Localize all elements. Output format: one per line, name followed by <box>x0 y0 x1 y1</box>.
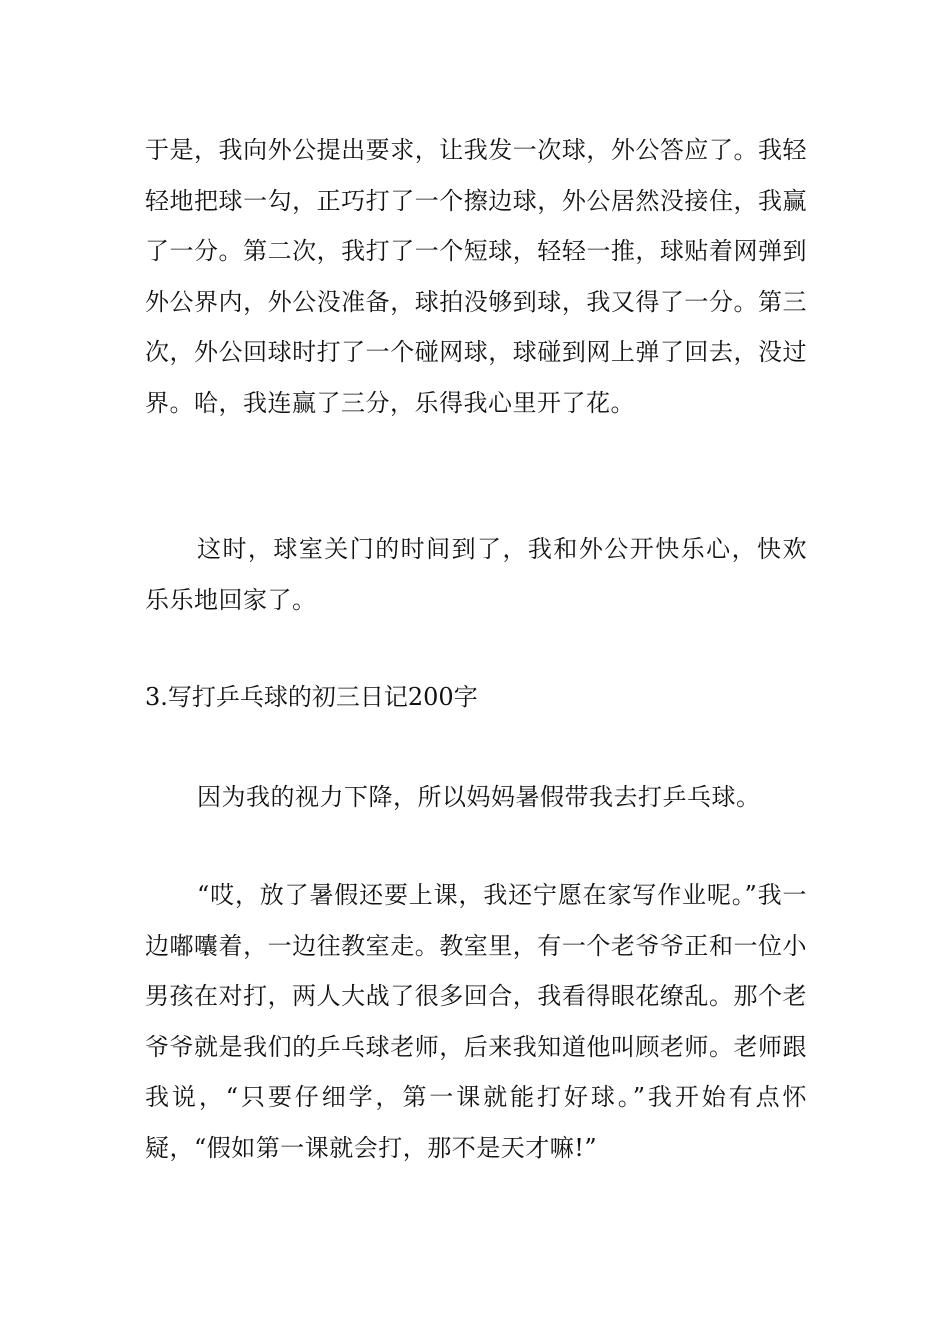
paragraph-serve-story: 于是，我向外公提出要求，让我发一次球，外公答应了。我轻轻地把球一勾，正巧打了一个擦边球，外公居然没接住，我赢了一分。第二次，我打了一个短球，轻轻一推，球贴着网弹到外公界内，外公没准备，球拍没够到球，我又得了一分。第三次，外公回球时打了一个碰网球，球碰到网上弹了回去，没过界。哈，我连赢了三分，乐得我心里开了花。 <box>145 136 807 417</box>
paragraph-eyesight: 因为我的视力下降，所以妈妈暑假带我去打乒乓球。 <box>197 783 761 811</box>
section-heading: 3.写打乒乓球的初三日记200字 <box>145 683 478 711</box>
paragraph-going-home: 这时，球室关门的时间到了，我和外公开快乐心，快欢乐乐地回家了。 <box>145 535 807 614</box>
paragraph-first-lesson: “哎，放了暑假还要上课，我还宁愿在家写作业呢。”我一边嘟囔着，一边往教室走。教室里，有一个老爷爷正和一位小男孩在对打，两人大战了很多回合，我看得眼花缭乱。那个老爷爷就是我们的乒乓球老师，后来我知道他叫顾老师。老师跟我说，“只要仔细学，第一课就能打好球。”我开始有点怀疑，“假如第一课就会打，那不是天才嘛!” <box>145 881 807 1162</box>
